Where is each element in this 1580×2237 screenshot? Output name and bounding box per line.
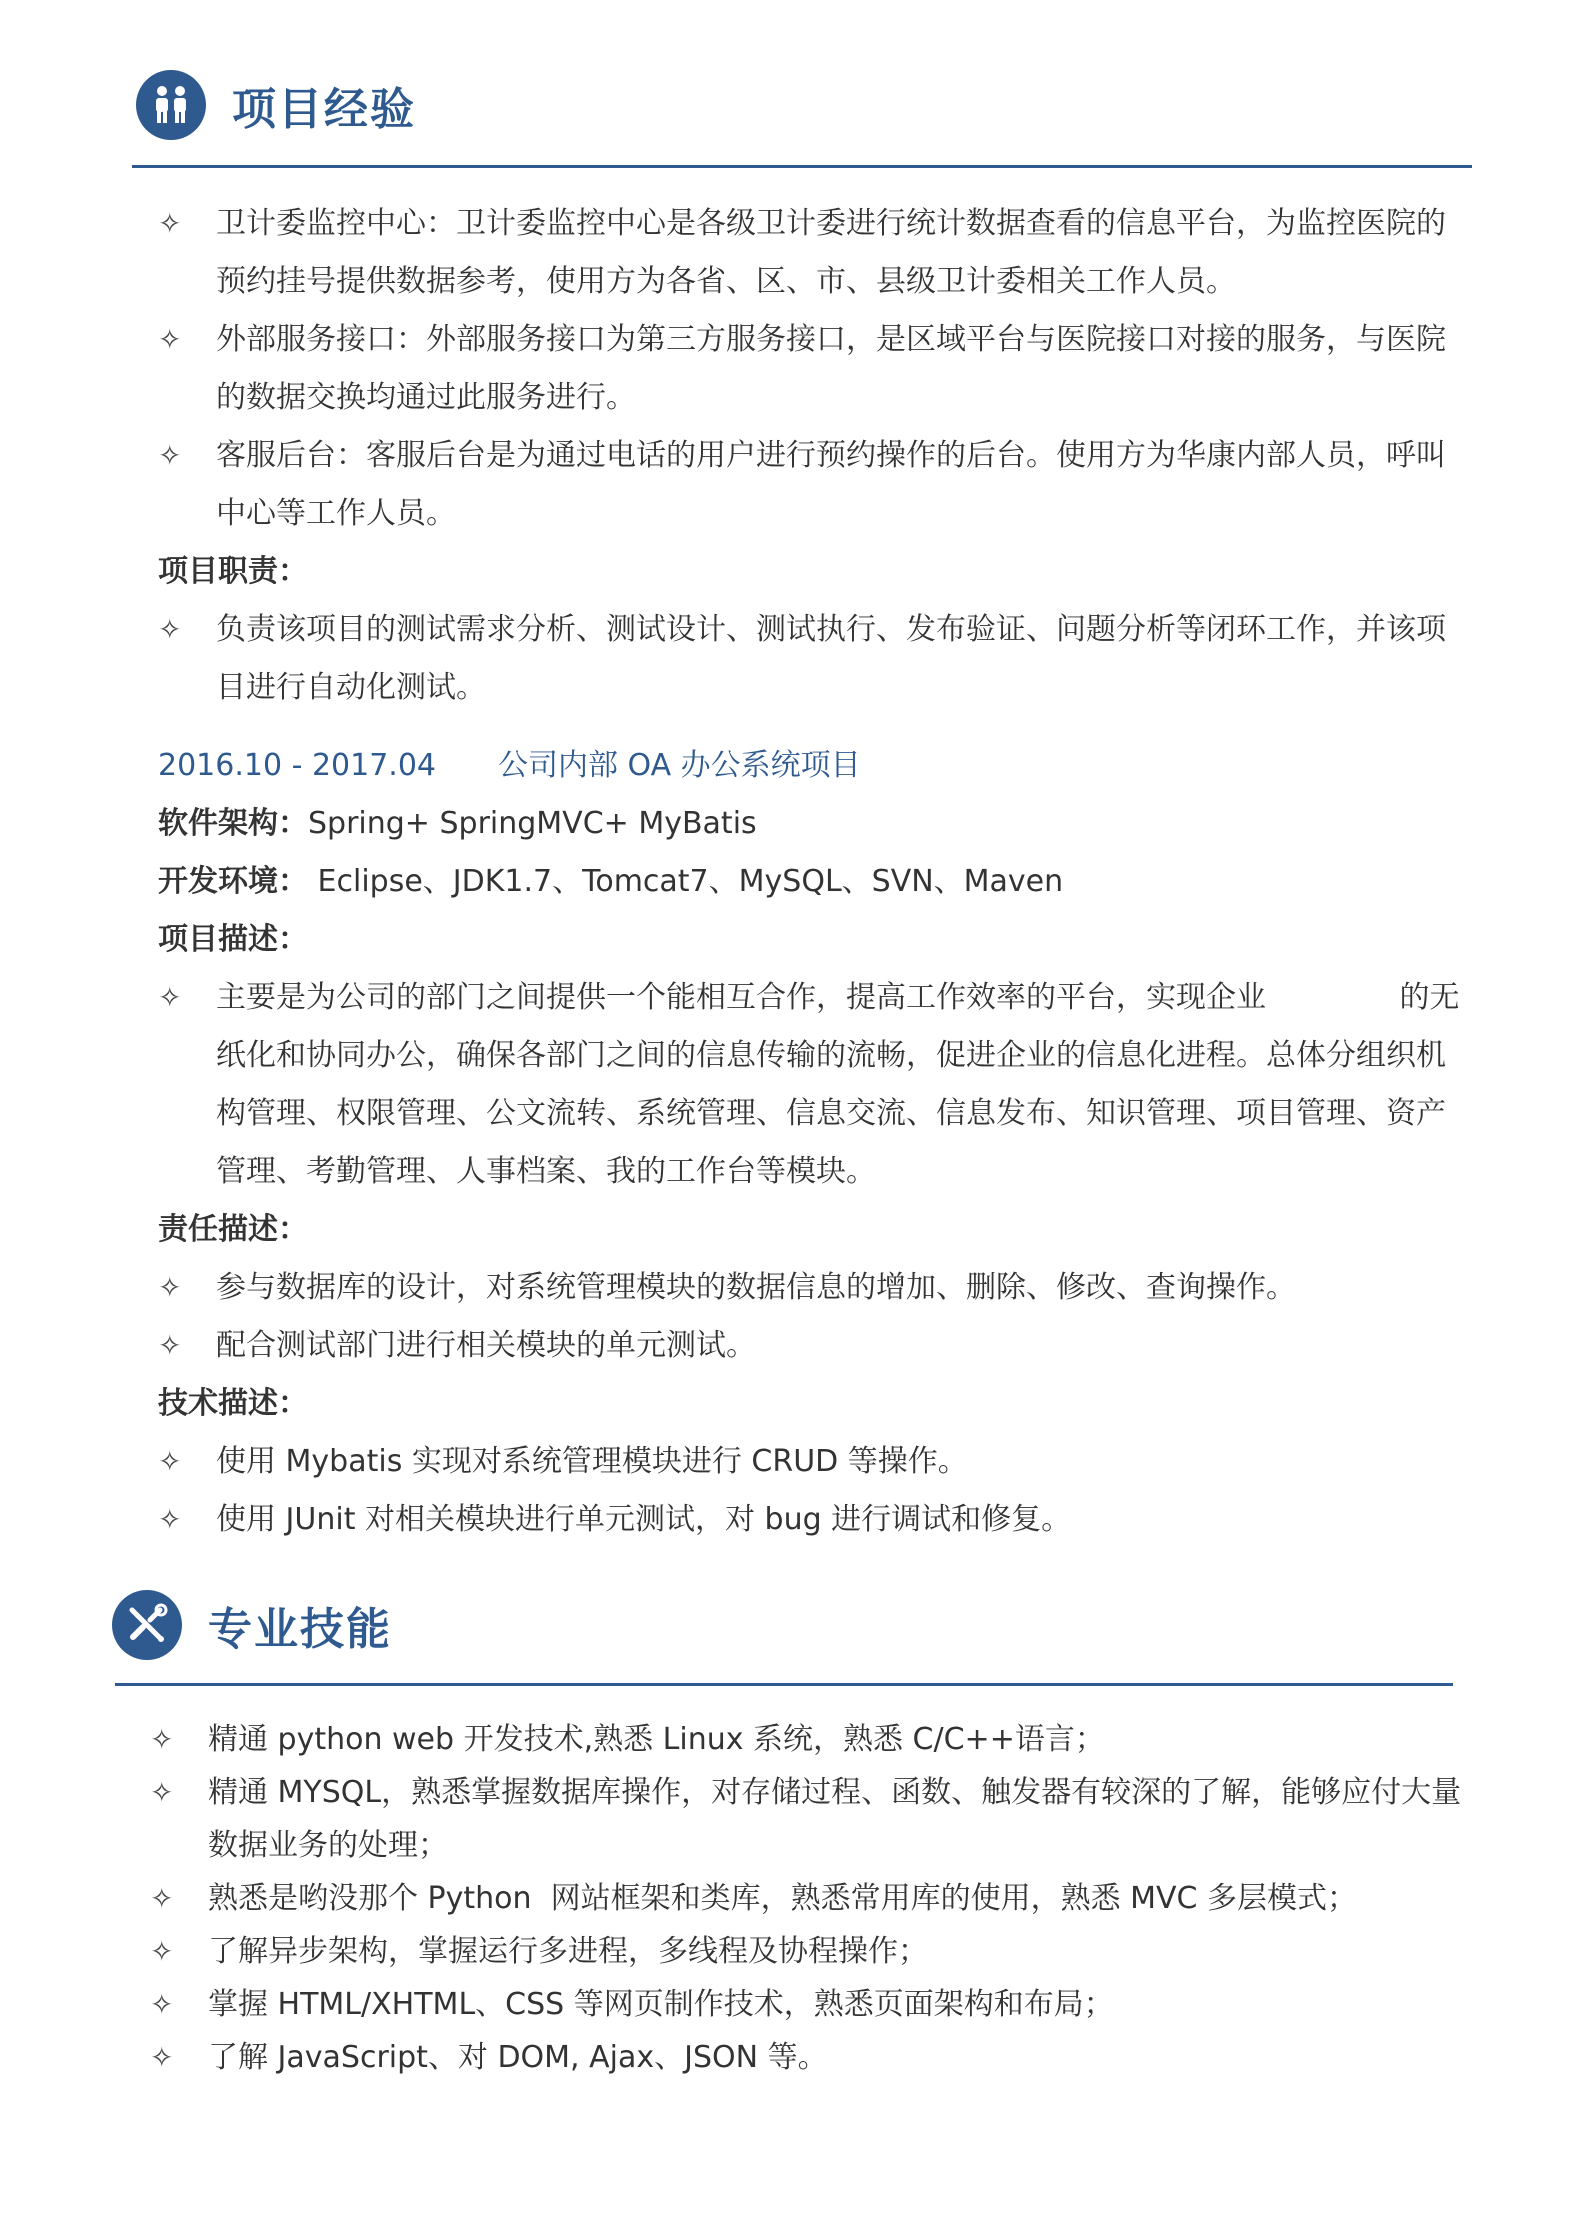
- bullet-icon: ✧: [150, 1723, 174, 1756]
- list-item-line: 构管理、权限管理、公文流转、系统管理、信息交流、信息发布、知识管理、项目管理、资产: [216, 1096, 1446, 1131]
- bullet-icon: ✧: [150, 1776, 174, 1809]
- arch-value: Spring+ SpringMVC+ MyBatis: [308, 806, 757, 841]
- section-title-experience: 项目经验: [232, 84, 416, 135]
- section-divider-skills: [115, 1683, 1453, 1686]
- bullet-icon: ✧: [158, 1329, 182, 1362]
- bullet-icon: ✧: [158, 439, 182, 472]
- list-item-line: 纸化和协同办公，确保各部门之间的信息传输的流畅，促进企业的信息化进程。总体分组织机: [216, 1038, 1446, 1073]
- bullet-icon: ✧: [150, 2041, 174, 2074]
- list-item-line: 使用 Mybatis 实现对系统管理模块进行 CRUD 等操作。: [216, 1444, 968, 1479]
- bullet-icon: ✧: [158, 981, 182, 1014]
- skills-content: [150, 1718, 1462, 2098]
- list-item-line: 外部服务接口：外部服务接口为第三方服务接口，是区域平台与医院接口对接的服务，与医院: [216, 322, 1446, 357]
- list-item-line: 精通 MYSQL，熟悉掌握数据库操作，对存储过程、函数、触发器有较深的了解，能够应付大量: [208, 1775, 1462, 1810]
- tools-icon: [112, 1590, 182, 1660]
- bullet-icon: ✧: [150, 1882, 174, 1915]
- desc-label: 项目描述：: [158, 922, 308, 957]
- list-item-line: 主要是为公司的部门之间提供一个能相互合作，提高工作效率的平台，实现企业 的无: [216, 980, 1460, 1015]
- list-item-line: 掌握 HTML/XHTML、CSS 等网页制作技术，熟悉页面架构和布局；: [208, 1987, 1114, 2022]
- resp-label: 责任描述：: [158, 1212, 308, 1247]
- list-item-line: 使用 JUnit 对相关模块进行单元测试，对 bug 进行调试和修复。: [216, 1502, 1072, 1537]
- list-item-line: 负责该项目的测试需求分析、测试设计、测试执行、发布验证、问题分析等闭环工作，并该项: [216, 612, 1446, 647]
- list-item-line: 熟悉是哟没那个 Python 网站框架和类库，熟悉常用库的使用，熟悉 MVC 多层模式；: [208, 1881, 1358, 1916]
- bullet-icon: ✧: [158, 1445, 182, 1478]
- bullet-icon: ✧: [150, 1935, 174, 1968]
- list-item-line: 参与数据库的设计，对系统管理模块的数据信息的增加、删除、修改、查询操作。: [216, 1270, 1296, 1305]
- arch-label: 软件架构：: [158, 806, 308, 841]
- project-name: 公司内部 OA 办公系统项目: [498, 748, 861, 783]
- list-item-line: 的数据交换均通过此服务进行。: [216, 380, 636, 415]
- section-header-skills: [112, 1590, 392, 1660]
- bullet-icon: ✧: [150, 1988, 174, 2021]
- bullet-icon: ✧: [158, 613, 182, 646]
- section-divider-experience: [132, 165, 1472, 168]
- env-line: [158, 862, 1063, 902]
- bullet-icon: ✧: [158, 1271, 182, 1304]
- bullet-icon: ✧: [158, 1503, 182, 1536]
- list-item-line: 目进行自动化测试。: [216, 670, 486, 705]
- list-item-line: 预约挂号提供数据参考，使用方为各省、区、市、县级卫计委相关工作人员。: [216, 264, 1236, 299]
- experience-content: [158, 200, 1460, 1560]
- env-value: Eclipse、JDK1.7、Tomcat7、MySQL、SVN、Maven: [308, 864, 1064, 899]
- section-header-experience: [136, 70, 416, 140]
- section-title-skills: 专业技能: [208, 1604, 392, 1655]
- list-item-line: 配合测试部门进行相关模块的单元测试。: [216, 1328, 756, 1363]
- arch-line: [158, 804, 757, 844]
- list-item-line: 了解异步架构，掌握运行多进程，多线程及协程操作；: [208, 1934, 928, 1969]
- list-item-line: 卫计委监控中心：卫计委监控中心是各级卫计委进行统计数据查看的信息平台，为监控医院的: [216, 206, 1446, 241]
- list-item-line: 管理、考勤管理、人事档案、我的工作台等模块。: [216, 1154, 876, 1189]
- list-item-line: 中心等工作人员。: [216, 496, 456, 531]
- env-label: 开发环境：: [158, 864, 308, 899]
- tech-label: 技术描述：: [158, 1386, 308, 1421]
- project-date: 2016.10 - 2017.04: [158, 748, 437, 783]
- bullet-icon: ✧: [158, 323, 182, 356]
- list-item-line: 客服后台：客服后台是为通过电话的用户进行预约操作的后台。使用方为华康内部人员，呼叫: [216, 438, 1446, 473]
- project-date-line: [158, 746, 1158, 786]
- duty-label: 项目职责：: [158, 554, 308, 589]
- people-icon: [136, 70, 206, 140]
- list-item-line: 了解 JavaScript、对 DOM, Ajax、JSON 等。: [208, 2040, 828, 2075]
- list-item-line: 精通 python web 开发技术,熟悉 Linux 系统，熟悉 C/C++语言；: [208, 1722, 1105, 1757]
- bullet-icon: ✧: [158, 207, 182, 240]
- list-item-line: 数据业务的处理；: [208, 1828, 448, 1863]
